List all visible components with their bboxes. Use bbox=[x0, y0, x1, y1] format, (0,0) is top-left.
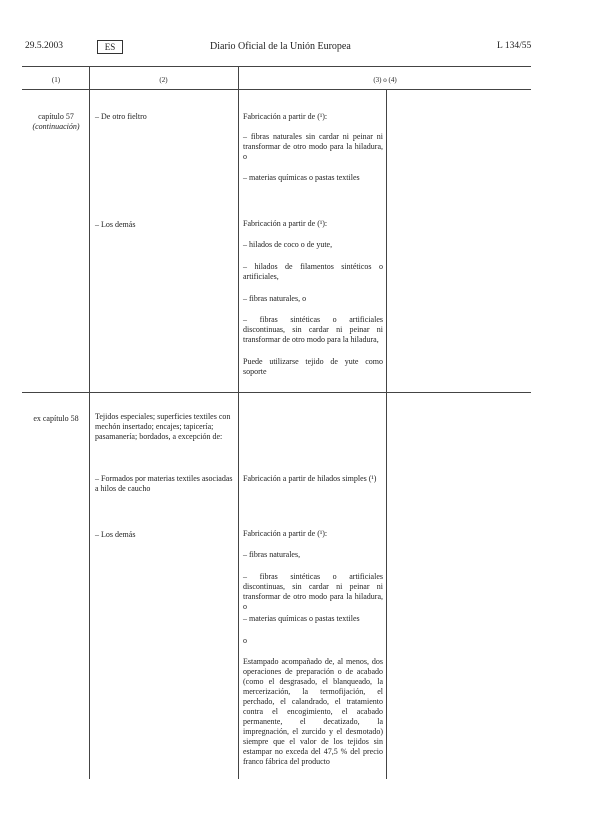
description-cell: Tejidos especiales; superficies textiles con mechón insertado; encajes; tapicería; pasamanería; bordados, a excepción de: bbox=[95, 412, 231, 441]
working-rule-note: Puede utilizarse tejido de yute como soporte bbox=[243, 357, 383, 376]
row-divider bbox=[22, 392, 531, 393]
list-item: – fibras naturales, bbox=[243, 550, 301, 559]
language-badge: ES bbox=[97, 40, 123, 54]
description-cell: – De otro fieltro bbox=[95, 112, 147, 121]
column-divider-1 bbox=[89, 66, 90, 779]
description-cell: – Formados por materias textiles asociadas a hilos de caucho bbox=[95, 474, 233, 493]
header-date: 29.5.2003 bbox=[25, 41, 63, 51]
description-cell: – Los demás bbox=[95, 220, 136, 229]
table-header-rule bbox=[22, 89, 531, 90]
journal-title: Diario Oficial de la Unión Europea bbox=[210, 41, 351, 52]
page-reference: L 134/55 bbox=[497, 41, 532, 51]
column-divider-3 bbox=[386, 89, 387, 779]
working-rule-intro: Fabricación a partir de (¹): bbox=[243, 219, 328, 228]
table-top-rule bbox=[22, 66, 531, 67]
working-rule-cell: Fabricación a partir de hilados simples (¹) bbox=[243, 474, 377, 483]
list-item: – fibras naturales, o bbox=[243, 294, 307, 303]
alternative-or: o bbox=[243, 636, 247, 645]
working-rule-intro: Fabricación a partir de (¹): bbox=[243, 112, 328, 121]
list-item: – materias químicas o pastas textiles bbox=[243, 173, 360, 182]
working-rule-intro: Fabricación a partir de (¹): bbox=[243, 529, 328, 538]
list-item: – hilados de filamentos sintéticos o artificiales, bbox=[243, 262, 383, 281]
column-header-3-4: (3) o (4) bbox=[373, 76, 397, 84]
list-item: – fibras sintéticas o artificiales discontinuas, sin cardar ni peinar ni transformar de otro modo para la hiladura, o bbox=[243, 572, 383, 611]
list-item: – hilados de coco o de yute, bbox=[243, 240, 333, 249]
list-item: – materias químicas o pastas textiles bbox=[243, 614, 360, 623]
list-item: – fibras sintéticas o artificiales discontinuas, sin cardar ni peinar ni transformar de otro modo para la hiladura, bbox=[243, 315, 383, 344]
printing-rule: Estampado acompañado de, al menos, dos operaciones de preparación o de acabado (como el desgrasado, el blanqueado, la mercerización, la termofijación, el perchado, el calandrado, el tratamiento contra el encogimiento, el acabado permanente, el decatizado, la impregnación, el zurcido y el desmotado) siempre que el valor de los tejidos sin estampar no exceda del 47,5 % del precio franco fábrica del producto bbox=[243, 657, 383, 766]
row-heading: capítulo 57 bbox=[38, 112, 74, 121]
description-cell: – Los demás bbox=[95, 530, 136, 539]
column-header-1: (1) bbox=[51, 76, 61, 84]
list-item: – fibras naturales sin cardar ni peinar ni transformar de otro modo para la hiladura, o bbox=[243, 132, 383, 161]
column-divider-2 bbox=[238, 66, 239, 779]
row-heading: ex capítulo 58 bbox=[33, 414, 79, 423]
column-header-2: (2) bbox=[159, 76, 168, 84]
row-heading-note: (continuación) bbox=[32, 122, 80, 131]
